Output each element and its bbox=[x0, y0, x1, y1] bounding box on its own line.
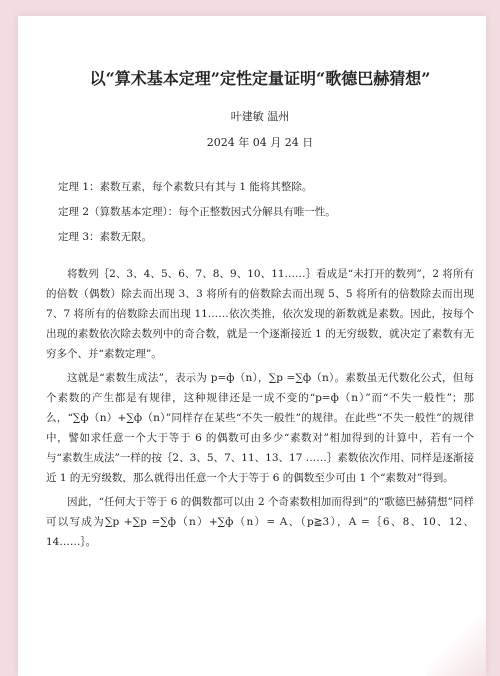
body-paragraph-2: 这就是“素数生成法”，表示为 p=ф（n），∑p =∑ф（n）。素数虽无代数化公式，但每个素数的产生都是有规律，这种规律还是一成不变的“p=ф（n）”而“不失一般性”；那么，“∑ф（n）+∑ф（n）”同样存在某些“不失一般性”的规律。在此些“不失一般性”的规律中，譬如求任意一个大于等于 6 的偶数可由多少“素数对”相加得到的计算中，若有一个与“素数生成法”一样的按｛2、3、5、7、11、13、17 ……｝素数依次作用、同样是逐渐接近 1 的无穷级数，那么就得出任意一个大于等于 6 的偶数至少可由 1 个“素数对”得到。 bbox=[46, 372, 474, 484]
theorem-list bbox=[46, 180, 474, 244]
document-content bbox=[46, 68, 474, 552]
date-line: 2024 年 04 月 24 日 bbox=[206, 136, 314, 149]
document-title: 以“算术基本定理”定性定量证明“歌德巴赫猜想” bbox=[89, 69, 431, 88]
author-line: 叶建敏 温州 bbox=[230, 110, 290, 123]
theorem-1: 定理 1：素数互素，每个素数只有其与 1 能将其整除。 bbox=[58, 181, 313, 193]
document-page bbox=[18, 16, 486, 676]
theorem-3: 定理 3：素数无限。 bbox=[58, 231, 153, 243]
page-corner-shade bbox=[426, 616, 486, 676]
body-paragraph-3: 因此，“任何大于等于 6 的偶数都可以由 2 个奇素数相加而得到”的“歌德巴赫猜想”同样可以写成为∑p +∑p =∑ф（n）+∑ф（n）= A、（p≧3），A =｛6、8、10、12、14……｝。 bbox=[46, 496, 474, 548]
body-paragraph-1: 将数列｛2、3、4、5、6、7、8、9、10、11……｝看成是“未打开的数列”，2 将所有的倍数（偶数）除去而出现 3、3 将所有的倍数除去而出现 5、5 将所有的倍数除去而出现 7、7 将所有的倍数除去而出现 11……依次类推，依次发现的新数就是素数。因此，按每个出现的素数依次除去数列中的奇合数，就是一个逐渐接近 1 的无穷级数，就决定了素数有无穷多个、并“素数定理”。 bbox=[46, 268, 474, 360]
theorem-2: 定理 2（算数基本定理）：每个正整数因式分解具有唯一性。 bbox=[58, 206, 336, 218]
